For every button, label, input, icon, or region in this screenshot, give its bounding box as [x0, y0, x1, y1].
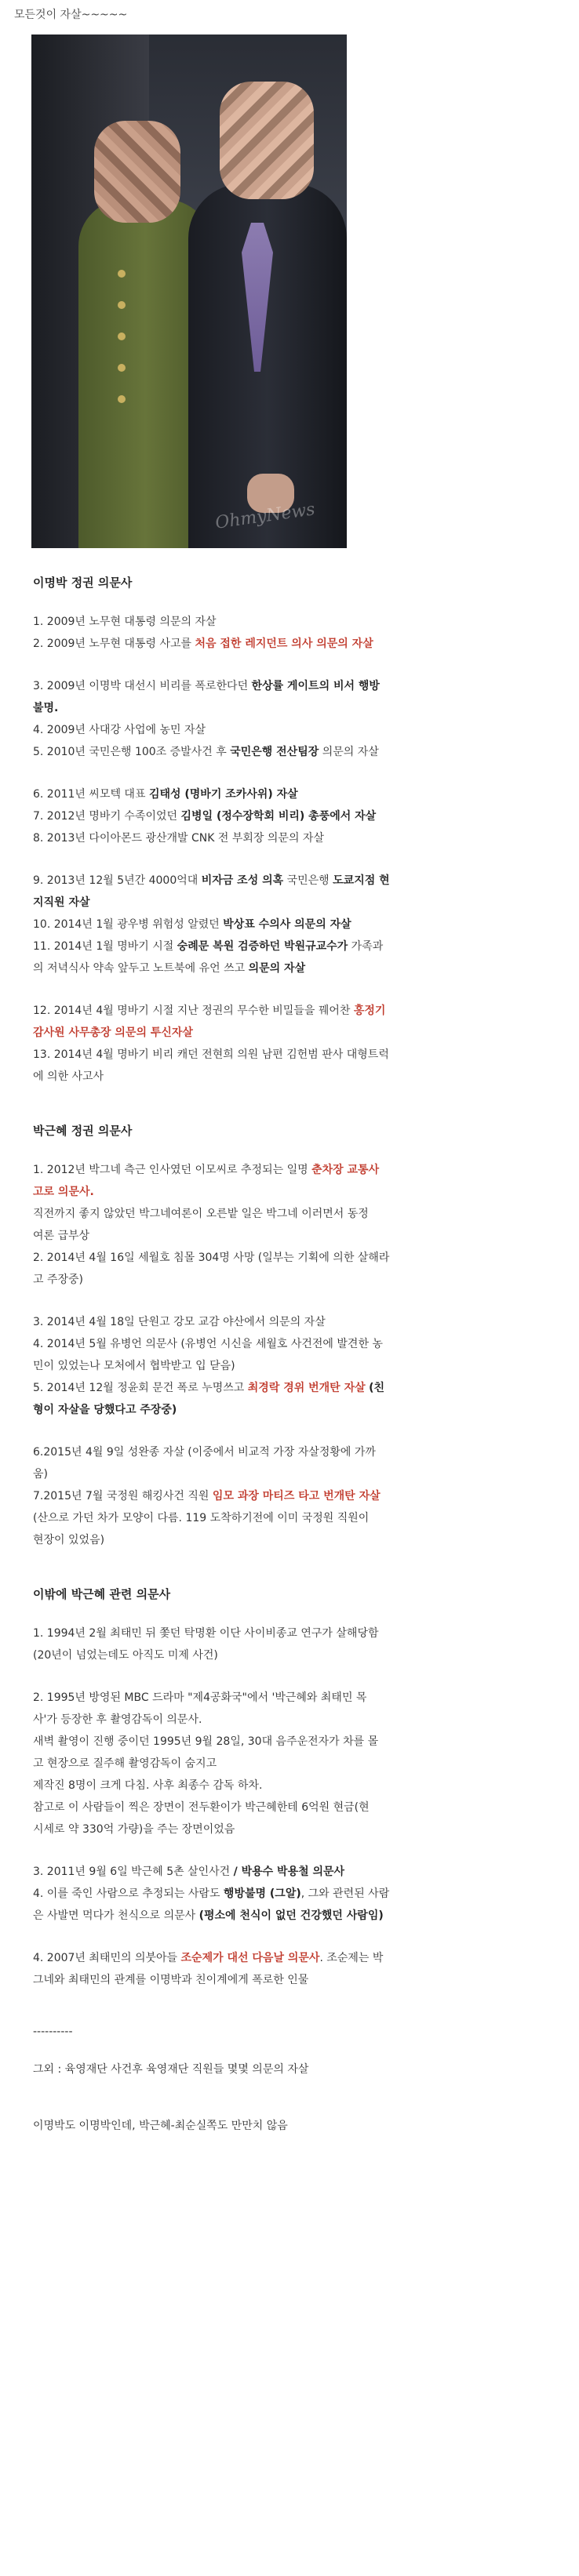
text-line	[33, 697, 551, 719]
spacer	[33, 1991, 551, 2026]
text-line	[33, 719, 551, 741]
text-line	[33, 1225, 551, 1247]
line-text: 12. 2014년 4월 명바기 시절 지난 정권의 무수한 비밀들을 꿰어찬	[33, 1005, 354, 1017]
text-line	[33, 783, 551, 805]
highlight-red-text: 춘차장 교통사	[311, 1164, 380, 1176]
text-line	[33, 914, 551, 936]
text-line	[33, 1797, 551, 1818]
line-text: 고 주장중)	[33, 1273, 84, 1286]
bold-text: (평소에 천식이 없던 건강했던 사람임)	[198, 1909, 384, 1922]
text-line	[33, 936, 551, 957]
line-text: (20년이 넘었는데도 아직도 미제 사건)	[33, 1649, 218, 1662]
bold-text: / 박용수 박용철 의문사	[233, 1866, 345, 1878]
highlight-red-text: 처음 접한 레지던트 의사 의문의 자살	[195, 638, 373, 650]
page-title: 모든것이 자살~~~~~	[14, 9, 128, 21]
text-line	[33, 1355, 551, 1377]
line-text: 여론 급부상	[33, 1230, 90, 1242]
line-text: 6.2015년 4월 9일 성완종 자살 (이중에서 비교적 가장 자살정황에 가까	[33, 1446, 376, 1459]
news-photo	[31, 35, 347, 548]
text-line	[33, 1731, 551, 1753]
text-line	[33, 805, 551, 827]
line-text: 사'가 등장한 후 촬영감독이 의문사.	[33, 1713, 202, 1726]
line-text: 움)	[33, 1468, 48, 1481]
line-text: 3. 2011년 9월 6일 박근혜 5촌 살인사건	[33, 1866, 234, 1878]
line-text: 10. 2014년 1월 광우병 위험성 알렸던	[33, 918, 224, 931]
line-text: 2. 1995년 방영된 MBC 드라마 "제4공화국"에서 '박근혜와 최태민 목	[33, 1691, 367, 1704]
line-text: 현장이 있었음)	[33, 1534, 105, 1546]
bold-text: 한상률 게이트의 비서 행방	[251, 680, 380, 692]
text-line	[33, 1969, 551, 1991]
line-text: (산으로 가던 차가 모양이 다름. 119 도착하기전에 이미 국정원 직원이	[33, 1512, 370, 1524]
line-text: 7. 2012년 명바기 수족이었던	[33, 810, 181, 823]
line-text: 새벽 촬영이 진행 중이던 1995년 9월 28일, 30대 음주운전자가 차를 몰	[33, 1735, 379, 1748]
line-text: 의문의 자살	[319, 746, 379, 758]
text-line	[33, 1883, 551, 1905]
text-line	[33, 1311, 551, 1333]
spacer	[33, 1840, 551, 1861]
divider-line: ----------	[33, 2026, 73, 2038]
photo-blurred-face-left	[94, 121, 180, 223]
other-note: 그외 : 육영재단 사건후 육영재단 직원들 몇몇 의문의 자살	[33, 2063, 309, 2076]
spacer	[33, 1551, 551, 1586]
line-text: 가족과	[348, 940, 384, 953]
line-text: 은 사발면 먹다가 천식으로 의문사	[33, 1909, 199, 1922]
line-text: 고 현장으로 질주해 촬영감독이 숨지고	[33, 1757, 217, 1770]
line-text: 1. 2009년 노무현 대통령 의문의 자살	[33, 616, 217, 628]
text-line	[33, 1247, 551, 1269]
spacer	[33, 763, 551, 783]
spacer	[33, 1291, 551, 1311]
section-title: 이명박 정권 의문사	[33, 576, 133, 590]
text-line	[33, 1399, 551, 1421]
spacer	[33, 849, 551, 870]
text-line	[33, 1709, 551, 1731]
line-text: 시세로 약 330억 가량)을 주는 장면이었음	[33, 1823, 235, 1836]
photo-blurred-face-right	[220, 82, 314, 199]
spacer	[33, 1088, 551, 1122]
bold-text: 비자금 조성 의혹	[201, 874, 284, 887]
line-text: 제작진 8명이 크게 다침. 사후 최종수 감독 하차.	[33, 1779, 263, 1792]
bold-text: 도쿄지점 현	[333, 874, 390, 887]
text-line	[33, 1947, 551, 1969]
spacer	[33, 1666, 551, 1687]
text-line	[33, 1529, 551, 1551]
text-line	[33, 1622, 551, 1644]
text-line	[33, 1644, 551, 1666]
line-text: 1. 1994년 2월 최태민 뒤 쫓던 탁명환 이단 사이비종교 연구가 살해당함	[33, 1627, 379, 1640]
closing-note: 이명박도 이명박인데, 박근혜-최순실쪽도 만만치 않음	[33, 2120, 288, 2132]
bold-text: 숭례문 복원 검증하던 박원규교수가	[177, 940, 348, 953]
text-line	[33, 1485, 551, 1507]
spacer	[33, 1927, 551, 1947]
text-line	[33, 1022, 551, 1044]
section-title: 이밖에 박근혜 관련 의문사	[33, 1587, 171, 1601]
text-line	[33, 1463, 551, 1485]
line-text: 5. 2014년 12월 정윤회 문건 폭로 누명쓰고	[33, 1382, 248, 1394]
text-line	[33, 741, 551, 763]
line-text: 1. 2012년 박그네 측근 인사였던 이모씨로 추정되는 일명	[33, 1164, 312, 1176]
line-text: 6. 2011년 씨모텍 대표	[33, 788, 149, 801]
bold-text: 의문의 자살	[248, 962, 306, 975]
bold-text: 김병일 (정수장학회 비리) 총풍에서 자살	[180, 810, 377, 823]
spacer	[33, 979, 551, 1000]
text-line	[33, 611, 551, 633]
line-text: , 그와 관련된 사람	[300, 1887, 390, 1900]
line-text: 5. 2010년 국민은행 100조 증발사건 후	[33, 746, 231, 758]
line-text: 직전까지 좋지 않았던 박그네여론이 오른밭 일은 박그네 이러면서 동정	[33, 1208, 369, 1220]
line-text: 3. 2014년 4월 18일 단원고 강모 교감 야산에서 의문의 자살	[33, 1316, 326, 1328]
text-line	[33, 1687, 551, 1709]
text-line	[33, 1377, 551, 1399]
text-line	[33, 1441, 551, 1463]
text-line	[33, 1818, 551, 1840]
line-text: . 조순제는 박	[319, 1952, 384, 1964]
line-text: 4. 2007년 최태민의 의붓아들	[33, 1952, 181, 1964]
article-body	[33, 574, 551, 2137]
text-line	[33, 1203, 551, 1225]
text-line	[33, 1066, 551, 1088]
spacer	[33, 655, 551, 675]
line-text: 그네와 최태민의 관계를 이명박과 친이계에게 폭로한 인물	[33, 1974, 309, 1986]
line-text: 참고로 이 사람들이 찍은 장면이 전두환이가 박근혜한테 6억원 현금(현	[33, 1801, 370, 1814]
text-line	[33, 1044, 551, 1066]
line-text: 에 의한 사고사	[33, 1070, 104, 1083]
line-text: 민이 있었는나 모처에서 협박받고 입 닫음)	[33, 1360, 235, 1372]
text-line	[33, 675, 551, 697]
spacer	[33, 590, 551, 611]
bold-text: 불명.	[33, 702, 59, 714]
text-line	[33, 1000, 551, 1022]
text-line	[33, 1753, 551, 1775]
line-text: 3. 2009년 이명박 대선시 비리를 폭로한다던	[33, 680, 252, 692]
bold-text: 지직원 자살	[33, 896, 90, 909]
line-text: 4. 2014년 5월 유병언 의문사 (유병언 시신을 세월호 사건전에 발견한 농	[33, 1338, 383, 1350]
bold-text: (친	[369, 1382, 385, 1394]
line-text: 4. 2009년 사대강 사업에 농민 자살	[33, 724, 206, 736]
line-text: 4. 이를 죽인 사람으로 추정되는 사람도	[33, 1887, 224, 1900]
highlight-red-text: 최경락 경위 번개탄 자살	[247, 1382, 366, 1394]
text-line	[33, 1861, 551, 1883]
photo-watermark: OhmyNews	[213, 500, 317, 533]
bold-text: 박상표 수의사 의문의 자살	[223, 918, 351, 931]
text-line	[33, 892, 551, 914]
line-text: 8. 2013년 다이아몬드 광산개발 CNK 전 부회장 의문의 자살	[33, 832, 324, 845]
text-line	[33, 1775, 551, 1797]
spacer	[33, 2080, 551, 2115]
line-text: 2. 2009년 노무현 대통령 사고를	[33, 638, 195, 650]
text-line	[33, 1905, 551, 1927]
highlight-red-text: 홍정기	[353, 1005, 386, 1017]
spacer	[33, 2038, 551, 2058]
highlight-red-text: 고로 의문사.	[33, 1186, 94, 1198]
text-line	[33, 1507, 551, 1529]
line-text: 11. 2014년 1월 명바기 시절	[33, 940, 177, 953]
spacer	[33, 1602, 551, 1622]
bold-text: 국민은행 전산팀장	[230, 746, 319, 758]
spacer	[33, 1421, 551, 1441]
line-text: 13. 2014년 4월 명바기 비리 캐던 전현희 의원 남편 김헌범 판사 대형트럭	[33, 1048, 389, 1061]
bold-text: 형이 자살을 당했다고 주장중)	[33, 1404, 177, 1416]
line-text: 2. 2014년 4월 16일 세월호 침몰 304명 사망 (일부는 기획에 의한 살해라	[33, 1252, 390, 1264]
line-text: 의 저녁식사 약속 앞두고 노트북에 유언 쓰고	[33, 962, 249, 975]
line-text: 국민은행	[283, 874, 333, 887]
text-line	[33, 957, 551, 979]
text-line	[33, 1333, 551, 1355]
bold-text: 행방불명 (그알)	[223, 1887, 301, 1900]
section-title: 박근혜 정권 의문사	[33, 1124, 133, 1138]
line-text: 9. 2013년 12월 5년간 4000억대	[33, 874, 202, 887]
text-line	[33, 827, 551, 849]
text-line	[33, 1159, 551, 1181]
text-line	[33, 633, 551, 655]
bold-text: 김태성 (명바기 조카사위) 자살	[148, 788, 298, 801]
text-line	[33, 1269, 551, 1291]
text-line	[33, 1181, 551, 1203]
spacer	[33, 1139, 551, 1159]
line-text: 7.2015년 7월 국정원 해킹사건 직원	[33, 1490, 213, 1502]
highlight-red-text: 감사원 사무총장 의문의 투신자살	[33, 1026, 193, 1039]
highlight-red-text: 조순제가 대선 다음날 의문사	[180, 1952, 320, 1964]
text-line	[33, 870, 551, 892]
highlight-red-text: 임모 과장 마티즈 타고 번개탄 자살	[212, 1490, 381, 1502]
